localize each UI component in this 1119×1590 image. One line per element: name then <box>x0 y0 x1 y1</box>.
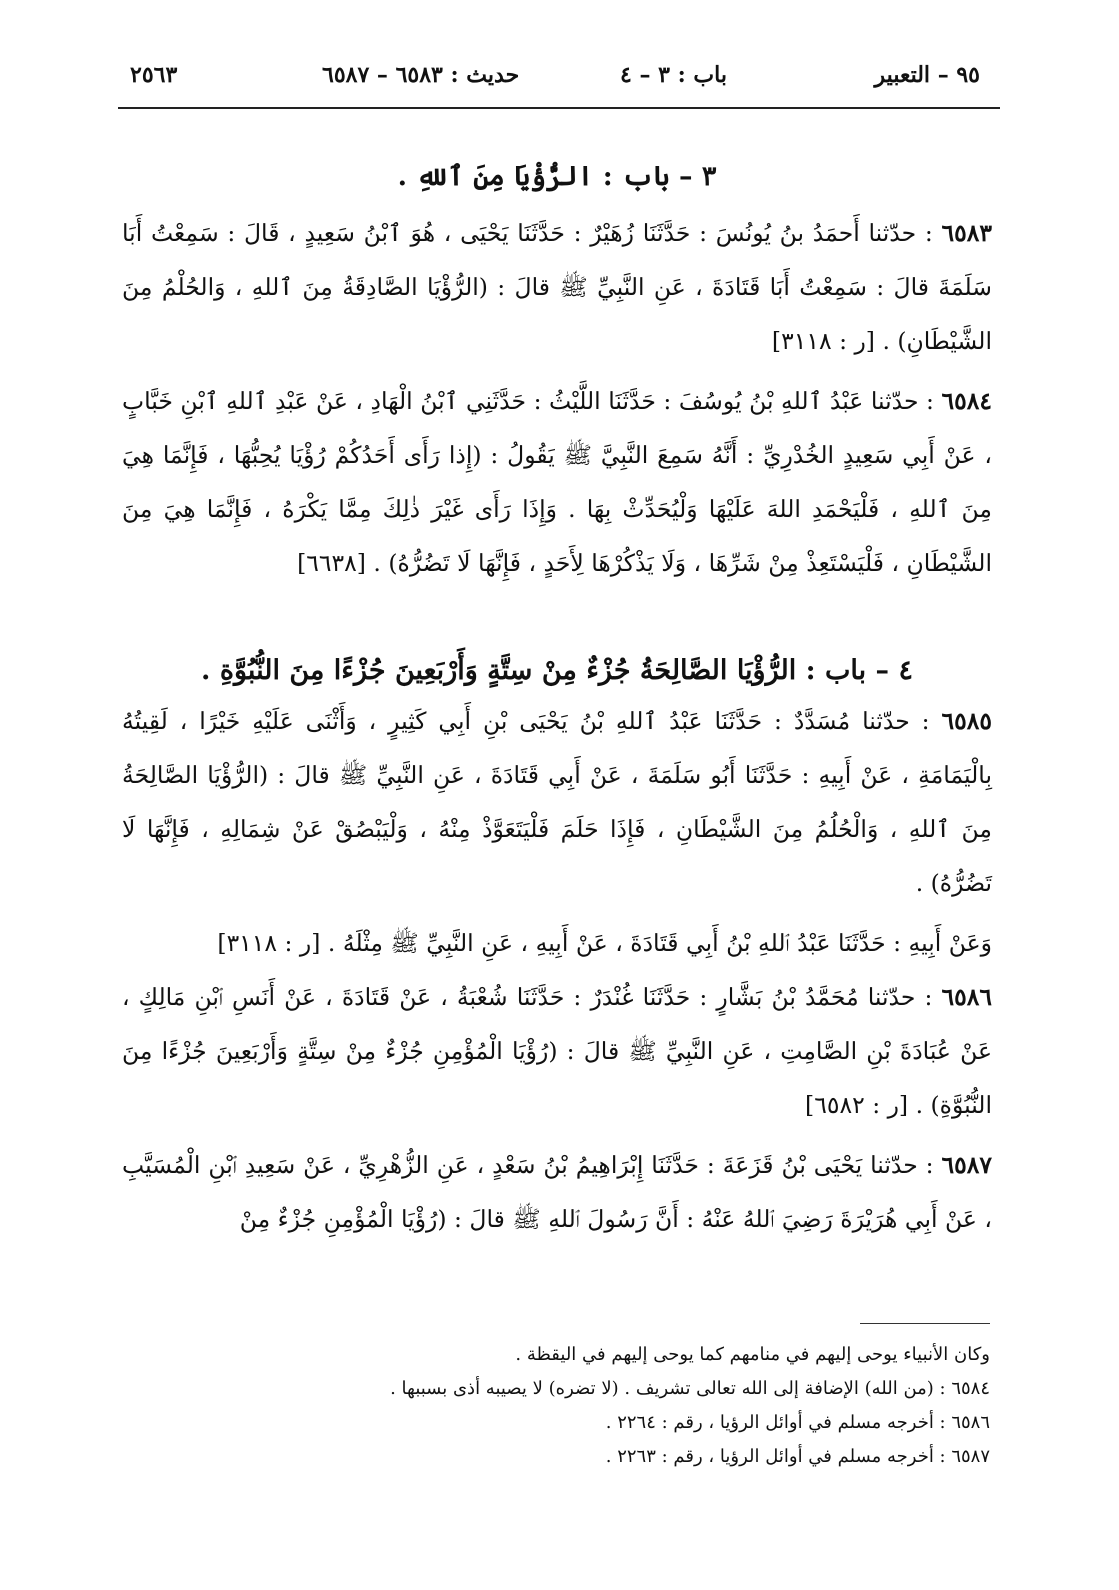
footnote-line: وكان الأنبياء يوحى إليهم في منامهم كما يوحى إليهم في اليقظة . <box>515 1344 990 1365</box>
chapter-heading-4: ٤ – باب : الرُّؤْيَا الصَّالِحَةُ جُزْءٌ مِنْ سِتَّةٍ وَأَرْبَعِينَ جُزْءًا مِنَ النُّبُوَّةِ . <box>201 655 913 686</box>
footnote-line: ٦٥٨٤ : (من الله) الإضافة إلى الله تعالى تشريف . (لا تضره) لا يصيبه أذى بسببها . <box>390 1378 990 1399</box>
header-book-title: ٩٥ – التعبير <box>874 62 980 88</box>
footnotes <box>250 1338 990 1474</box>
hadith-text: : حدّثنا مُحَمَّدُ بْنُ بَشَّارٍ : حَدَّثَنَا غُنْدَرٌ : حَدَّثَنَا شُعْبَةُ ، عَنْ قَتَادَةَ ، عَنْ أَنَسِ ٱبْنِ مَالِكٍ ، عَنْ عُبَادَةَ بْنِ الصَّامِتِ ، عَنِ النَّبِيِّ ﷺ قالَ : (رُؤْيَا الْمُؤْمِنِ جُزْءٌ مِنْ سِتَّةٍ وَأَرْبَعِينَ جُزْءًا مِنَ النُّبُوَّةِ) . [ر : ٦٥٨٢] <box>122 983 992 1119</box>
hadith-text: : حدّثنا أَحمَدُ بنُ يُونُسَ : حَدَّثَنَا زُهَيْرٌ : حَدَّثَنَا يَحْيَى ، هُوَ ٱبْنُ سَعِيدٍ ، قَالَ : سَمِعْتُ أَبَا سَلَمَةَ قالَ : سَمِعْتُ أَبَا قَتَادَةَ ، عَنِ النَّبِيِّ ﷺ قالَ : (الرُّؤْيَا الصَّادِقَةُ مِنَ ٱللهِ ، وَالحُلْمُ مِنَ الشَّيْطَانِ) . [ر : ٣١١٨] <box>122 219 992 355</box>
hadith-text: : حدّثنا يَحْيَى بْنُ قَزَعَةَ : حَدَّثَنَا إِبْرَاهِيمُ بْنُ سَعْدٍ ، عَنِ الزُّهْرِيِّ ، عَنْ سَعِيدِ ٱبْنِ الْمُسَيَّبِ ، عَنْ أَبِي هُرَيْرَةَ رَضِيَ ٱللهُ عَنْهُ : أَنَّ رَسُولَ ٱللهِ ﷺ قالَ : (رُؤْيَا الْمُؤْمِنِ جُزْءٌ مِنْ <box>122 1151 992 1233</box>
hadith-6585 <box>122 694 992 916</box>
chapter-heading-3: ٣ – باب : الرُّؤْيَا مِنَ ٱللهِ . <box>397 161 717 192</box>
hadith-6583 <box>122 206 992 374</box>
header-hadith-range: حديث : ٦٥٨٣ – ٦٥٨٧ <box>322 62 520 88</box>
hadith-6586 <box>122 970 992 1138</box>
hadith-text: : حدّثنا عَبْدُ ٱللهِ بْنُ يُوسُفَ : حَدَّثَنَا اللَّيْثُ : حَدَّثَنِي ٱبْنُ الْهَادِ ، عَنْ عَبْدِ ٱللهِ ٱبْنِ خَبَّابٍ ، عَنْ أَبِي سَعِيدٍ الخُدْرِيِّ : أَنَّهُ سَمِعَ النَّبِيَّ ﷺ يَقُولُ : (إِذا رَأَى أَحَدُكُمْ رُؤْيَا يُحِبُّهَا ، فَإِنَّمَا هِيَ مِنَ ٱللهِ ، فَلْيَحْمَدِ اللهَ عَلَيْهَا وَلْيُحَدِّثْ بِهَا . وَإِذَا رَأَى غَيْرَ ذٰلِكَ مِمَّا يَكْرَهُ ، فَإِنَّمَا هِيَ مِنَ الشَّيْطَانِ ، فَلْيَسْتَعِذْ مِنْ شَرِّهَا ، وَلَا يَذْكُرْهَا لِأَحَدٍ ، فَإِنَّهَا لَا تَضُرُّهُ) . [٦٦٣٨] <box>122 387 992 577</box>
footnote-line: ٦٥٨٧ : أخرجه مسلم في أوائل الرؤيا ، رقم : ٢٢٦٣ . <box>605 1446 990 1467</box>
hadith-6587 <box>122 1138 992 1248</box>
footnote-line: ٦٥٨٦ : أخرجه مسلم في أوائل الرؤيا ، رقم : ٢٢٦٤ . <box>605 1412 990 1433</box>
hadith-6584 <box>122 374 992 644</box>
hadith-number: ٦٥٨٥ <box>941 707 992 735</box>
running-header <box>122 56 992 96</box>
header-divider <box>118 107 1000 109</box>
hadith-number: ٦٥٨٤ <box>941 387 992 415</box>
hadith-number: ٦٥٨٦ <box>941 983 992 1011</box>
header-bab-range: باب : ٣ – ٤ <box>620 62 727 88</box>
page-number: ٢٥٦٣ <box>130 62 178 88</box>
hadith-text: : حدّثنا مُسَدَّدٌ : حَدَّثَنَا عَبْدُ ٱللهِ بْنُ يَحْيَى بْنِ أَبِي كَثِيرٍ ، وَأَثْنَى عَلَيْهِ خَيْرًا ، لَقِيتُهُ بِالْيَمَامَةِ ، عَنْ أَبِيهِ : حَدَّثَنَا أَبُو سَلَمَةَ ، عَنْ أَبِي قَتَادَةَ ، عَنِ النَّبِيِّ ﷺ قالَ : (الرُّؤْيَا الصَّالِحَةُ مِنَ ٱللهِ ، وَالْحُلُمُ مِنَ الشَّيْطَانِ ، فَإِذَا حَلَمَ فَلْيَتَعَوَّذْ مِنْهُ ، وَلْيَبْصُقْ عَنْ شِمَالِهِ ، فَإِنَّهَا لَا تَضُرُّهُ) . <box>122 707 992 897</box>
hadith-number: ٦٥٨٧ <box>941 1151 992 1179</box>
main-text <box>122 150 992 1248</box>
hadith-6585-addendum: وَعَنْ أَبِيهِ : حَدَّثَنَا عَبْدُ ٱللهِ بْنُ أَبِي قَتَادَةَ ، عَنْ أَبِيهِ ، عَنِ النَّبِيِّ ﷺ مِثْلَهُ . [ر : ٣١١٨] <box>217 929 992 957</box>
footnote-divider <box>860 1323 990 1324</box>
hadith-number: ٦٥٨٣ <box>941 219 992 247</box>
